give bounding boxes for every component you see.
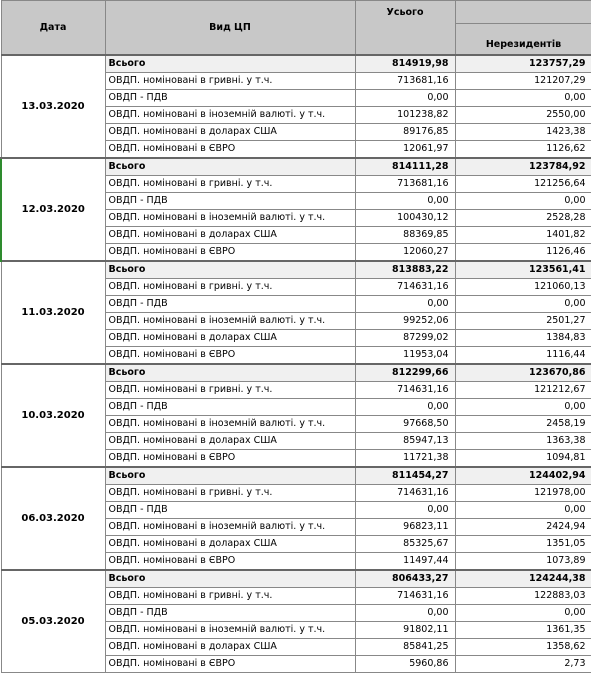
nonresidents-cell: 2501,27 bbox=[455, 313, 591, 330]
nonresidents-cell: 1384,83 bbox=[455, 330, 591, 347]
kind-cell: ОВДП. номіновані в доларах США bbox=[105, 536, 355, 553]
nonresidents-cell: 2550,00 bbox=[455, 107, 591, 124]
kind-cell: ОВДП. номіновані в доларах США bbox=[105, 227, 355, 244]
nonresidents-cell: 1073,89 bbox=[455, 553, 591, 571]
kind-cell: Всього bbox=[105, 467, 355, 485]
total-cell: 713681,16 bbox=[355, 176, 455, 193]
kind-cell: ОВДП. номіновані в ЄВРО bbox=[105, 656, 355, 673]
nonresidents-cell: 0,00 bbox=[455, 399, 591, 416]
date-cell: 06.03.2020 bbox=[1, 467, 105, 570]
kind-cell: ОВДП. номіновані в ЄВРО bbox=[105, 553, 355, 571]
total-cell: 99252,06 bbox=[355, 313, 455, 330]
kind-cell: Всього bbox=[105, 158, 355, 176]
total-cell: 0,00 bbox=[355, 502, 455, 519]
nonresidents-cell: 123670,86 bbox=[455, 364, 591, 382]
nonresidents-cell: 2528,28 bbox=[455, 210, 591, 227]
total-cell: 12061,97 bbox=[355, 141, 455, 159]
total-cell: 0,00 bbox=[355, 605, 455, 622]
date-cell: 12.03.2020 bbox=[1, 158, 105, 261]
total-cell: 714631,16 bbox=[355, 588, 455, 605]
kind-cell: ОВДП. номіновані в ЄВРО bbox=[105, 141, 355, 159]
kind-cell: Всього bbox=[105, 364, 355, 382]
table-row bbox=[1, 364, 591, 382]
nonresidents-cell: 0,00 bbox=[455, 90, 591, 107]
kind-cell: ОВДП. номіновані в доларах США bbox=[105, 433, 355, 450]
total-cell: 11721,38 bbox=[355, 450, 455, 468]
nonresidents-cell: 121060,13 bbox=[455, 279, 591, 296]
nonresidents-cell: 1363,38 bbox=[455, 433, 591, 450]
date-cell: 11.03.2020 bbox=[1, 261, 105, 364]
kind-cell: ОВДП. номіновані в гривні. у т.ч. bbox=[105, 588, 355, 605]
nonresidents-cell: 123784,92 bbox=[455, 158, 591, 176]
kind-cell: Всього bbox=[105, 55, 355, 73]
total-cell: 0,00 bbox=[355, 193, 455, 210]
total-cell: 5960,86 bbox=[355, 656, 455, 673]
nonresidents-cell: 1361,35 bbox=[455, 622, 591, 639]
nonresidents-cell: 1126,62 bbox=[455, 141, 591, 159]
kind-cell: ОВДП. номіновані в іноземній валюті. у т.ч. bbox=[105, 107, 355, 124]
total-cell: 11953,04 bbox=[355, 347, 455, 365]
nonresidents-cell: 121256,64 bbox=[455, 176, 591, 193]
kind-cell: ОВДП. номіновані в ЄВРО bbox=[105, 244, 355, 262]
kind-cell: ОВДП. номіновані в гривні. у т.ч. bbox=[105, 279, 355, 296]
nonresidents-cell: 0,00 bbox=[455, 193, 591, 210]
total-cell: 714631,16 bbox=[355, 382, 455, 399]
total-cell: 101238,82 bbox=[355, 107, 455, 124]
total-cell: 88369,85 bbox=[355, 227, 455, 244]
total-cell: 0,00 bbox=[355, 296, 455, 313]
total-cell: 85841,25 bbox=[355, 639, 455, 656]
nonresidents-cell: 121212,67 bbox=[455, 382, 591, 399]
kind-cell: ОВДП - ПДВ bbox=[105, 90, 355, 107]
kind-cell: ОВДП. номіновані в доларах США bbox=[105, 124, 355, 141]
header-total: Усього bbox=[355, 1, 455, 56]
nonresidents-cell: 1401,82 bbox=[455, 227, 591, 244]
kind-cell: ОВДП. номіновані в ЄВРО bbox=[105, 347, 355, 365]
kind-cell: ОВДП - ПДВ bbox=[105, 502, 355, 519]
kind-cell: Всього bbox=[105, 570, 355, 588]
kind-cell: ОВДП - ПДВ bbox=[105, 399, 355, 416]
kind-cell: ОВДП. номіновані в гривні. у т.ч. bbox=[105, 382, 355, 399]
total-cell: 0,00 bbox=[355, 399, 455, 416]
nonresidents-cell: 1116,44 bbox=[455, 347, 591, 365]
kind-cell: ОВДП. номіновані в ЄВРО bbox=[105, 450, 355, 468]
date-cell: 05.03.2020 bbox=[1, 570, 105, 673]
kind-cell: ОВДП. номіновані в гривні. у т.ч. bbox=[105, 176, 355, 193]
total-cell: 85947,13 bbox=[355, 433, 455, 450]
kind-cell: ОВДП - ПДВ bbox=[105, 296, 355, 313]
table-row bbox=[1, 55, 591, 73]
nonresidents-cell: 1351,05 bbox=[455, 536, 591, 553]
nonresidents-cell: 123561,41 bbox=[455, 261, 591, 279]
total-cell: 97668,50 bbox=[355, 416, 455, 433]
nonresidents-cell: 0,00 bbox=[455, 605, 591, 622]
total-cell: 85325,67 bbox=[355, 536, 455, 553]
table-row bbox=[1, 570, 591, 588]
total-cell: 11497,44 bbox=[355, 553, 455, 571]
nonresidents-cell: 2458,19 bbox=[455, 416, 591, 433]
total-cell: 713681,16 bbox=[355, 73, 455, 90]
nonresidents-cell: 1126,46 bbox=[455, 244, 591, 262]
nonresidents-cell: 1358,62 bbox=[455, 639, 591, 656]
nonresidents-cell: 2424,94 bbox=[455, 519, 591, 536]
kind-cell: ОВДП. номіновані в іноземній валюті. у т.ч. bbox=[105, 622, 355, 639]
table-body bbox=[1, 55, 591, 673]
nonresidents-cell: 124402,94 bbox=[455, 467, 591, 485]
total-cell: 811454,27 bbox=[355, 467, 455, 485]
nonresidents-cell: 1423,38 bbox=[455, 124, 591, 141]
kind-cell: ОВДП - ПДВ bbox=[105, 193, 355, 210]
nonresidents-cell: 121207,29 bbox=[455, 73, 591, 90]
kind-cell: ОВДП. номіновані в іноземній валюті. у т.ч. bbox=[105, 210, 355, 227]
nonresidents-cell: 2,73 bbox=[455, 656, 591, 673]
kind-cell: ОВДП. номіновані в гривні. у т.ч. bbox=[105, 485, 355, 502]
nonresidents-cell: 121978,00 bbox=[455, 485, 591, 502]
nonresidents-cell: 0,00 bbox=[455, 502, 591, 519]
total-cell: 0,00 bbox=[355, 90, 455, 107]
total-cell: 814111,28 bbox=[355, 158, 455, 176]
kind-cell: ОВДП. номіновані в іноземній валюті. у т.ч. bbox=[105, 313, 355, 330]
kind-cell: ОВДП - ПДВ bbox=[105, 605, 355, 622]
kind-cell: ОВДП. номіновані в іноземній валюті. у т.ч. bbox=[105, 416, 355, 433]
total-cell: 89176,85 bbox=[355, 124, 455, 141]
total-cell: 96823,11 bbox=[355, 519, 455, 536]
kind-cell: ОВДП. номіновані в іноземній валюті. у т.ч. bbox=[105, 519, 355, 536]
total-cell: 812299,66 bbox=[355, 364, 455, 382]
total-cell: 91802,11 bbox=[355, 622, 455, 639]
nonresidents-cell: 124244,38 bbox=[455, 570, 591, 588]
table-row bbox=[1, 467, 591, 485]
total-cell: 814919,98 bbox=[355, 55, 455, 73]
nonresidents-cell: 1094,81 bbox=[455, 450, 591, 468]
total-cell: 87299,02 bbox=[355, 330, 455, 347]
nonresidents-cell: 0,00 bbox=[455, 296, 591, 313]
table-row bbox=[1, 158, 591, 176]
header-row-top bbox=[1, 1, 591, 24]
nonresidents-cell: 123757,29 bbox=[455, 55, 591, 73]
total-cell: 813883,22 bbox=[355, 261, 455, 279]
total-cell: 714631,16 bbox=[355, 485, 455, 502]
total-cell: 12060,27 bbox=[355, 244, 455, 262]
date-cell: 10.03.2020 bbox=[1, 364, 105, 467]
kind-cell: Всього bbox=[105, 261, 355, 279]
kind-cell: ОВДП. номіновані в доларах США bbox=[105, 330, 355, 347]
total-cell: 714631,16 bbox=[355, 279, 455, 296]
header-kind: Вид ЦП bbox=[105, 1, 355, 56]
header-date: Дата bbox=[1, 1, 105, 56]
nonresidents-cell: 122883,03 bbox=[455, 588, 591, 605]
table-row bbox=[1, 261, 591, 279]
header-group-blank bbox=[455, 1, 591, 24]
total-cell: 806433,27 bbox=[355, 570, 455, 588]
kind-cell: ОВДП. номіновані в гривні. у т.ч. bbox=[105, 73, 355, 90]
header-nonresidents: Нерезидентів bbox=[455, 24, 591, 56]
total-cell: 100430,12 bbox=[355, 210, 455, 227]
kind-cell: ОВДП. номіновані в доларах США bbox=[105, 639, 355, 656]
date-cell: 13.03.2020 bbox=[1, 55, 105, 158]
